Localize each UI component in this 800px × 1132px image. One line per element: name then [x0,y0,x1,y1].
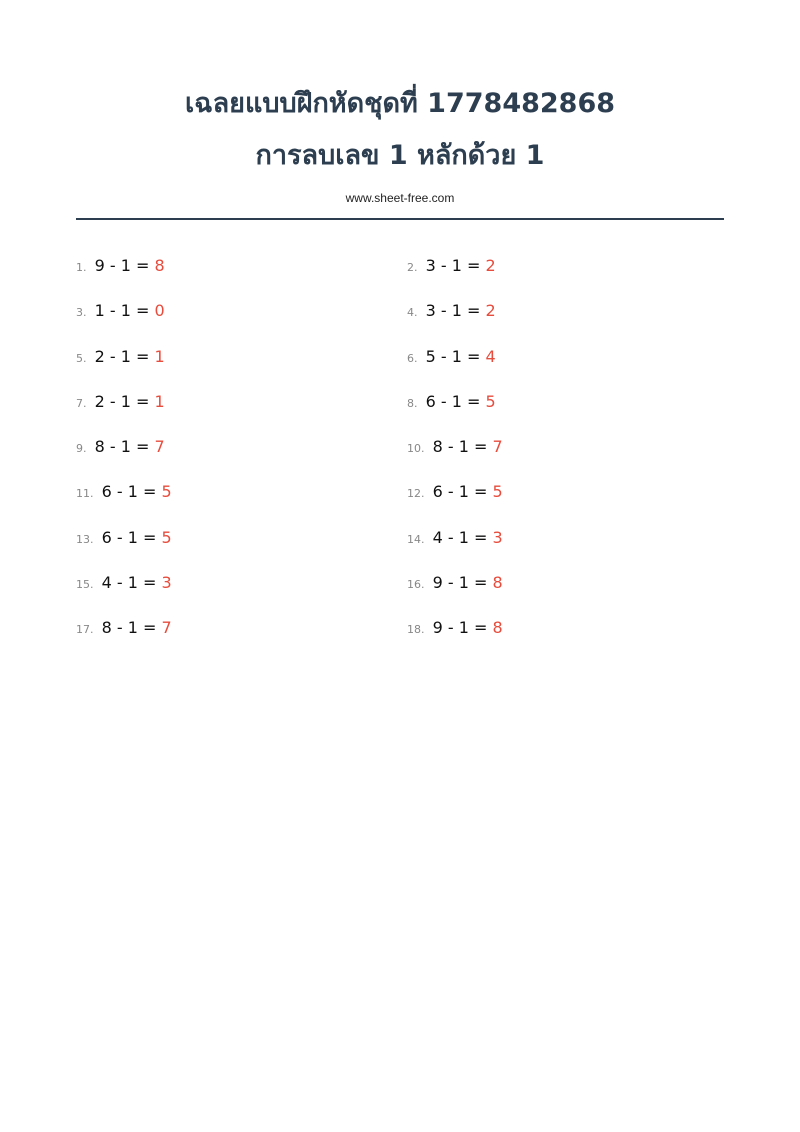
problem-expression: 5 - 1 = [425,346,481,366]
problem-number: 2. [407,261,418,274]
problem-answer: 8 [492,572,503,592]
problem-item [76,256,165,275]
problem-number: 12. [407,487,425,501]
problem-number: 6. [407,351,418,365]
problem-item [407,256,496,275]
problem-row [76,291,724,336]
problem-expression: 4 - 1 = [101,572,157,592]
problem-expression: 9 - 1 = [432,618,488,637]
problem-item [76,482,172,501]
problem-row [76,472,724,517]
problem-expression: 6 - 1 = [432,482,488,502]
problem-number: 5. [76,351,87,365]
problem-expression: 6 - 1 = [425,391,481,411]
problem-expression: 9 - 1 = [432,572,488,592]
problem-expression: 8 - 1 = [432,437,488,456]
problem-number: 11. [76,487,94,501]
problem-number: 8. [407,396,418,410]
problem-answer: 1 [154,391,165,411]
problem-item [407,347,496,366]
problem-list [76,246,724,653]
problem-item [407,437,503,456]
problem-item [407,301,496,320]
problem-row [76,518,724,563]
problem-answer: 7 [161,618,172,637]
problem-answer: 0 [154,301,165,321]
problem-item [407,528,503,547]
problem-expression: 9 - 1 = [94,256,150,275]
problem-answer: 5 [161,482,172,502]
problem-expression: 8 - 1 = [94,437,150,456]
problem-item [76,573,172,592]
problem-expression: 2 - 1 = [94,346,150,366]
problem-answer: 8 [492,618,503,637]
problem-number: 10. [407,442,425,455]
problem-row [76,337,724,382]
problem-expression: 1 - 1 = [94,301,150,321]
problem-item [76,528,172,547]
problem-number: 4. [407,306,418,320]
problem-row [76,563,724,608]
problem-answer: 1 [154,346,165,366]
problem-expression: 6 - 1 = [101,527,157,547]
problem-item [407,482,503,501]
problem-item [76,618,172,637]
problem-answer: 4 [485,346,496,366]
problem-answer: 5 [161,527,172,547]
problem-item [407,392,496,411]
problem-expression: 6 - 1 = [101,482,157,502]
problem-row [76,608,724,653]
problem-number: 13. [76,532,94,546]
problem-expression: 3 - 1 = [425,301,481,321]
problem-number: 1. [76,261,87,274]
problem-answer: 2 [485,301,496,321]
problem-answer: 8 [154,256,165,275]
problem-answer: 5 [485,391,496,411]
problem-number: 18. [407,623,425,636]
problem-number: 14. [407,532,425,546]
problem-item [76,392,165,411]
problem-number: 16. [407,577,425,591]
header-divider [76,218,724,220]
problem-answer: 3 [492,527,503,547]
problem-answer: 3 [161,572,172,592]
problem-number: 7. [76,396,87,410]
problem-answer: 7 [492,437,503,456]
problem-row [76,427,724,472]
page-subtitle: การลบเลข 1 หลักด้วย 1 [255,140,545,171]
problem-expression: 3 - 1 = [425,256,481,275]
problem-answer: 2 [485,256,496,275]
problem-item [407,573,503,592]
problem-number: 3. [76,306,87,320]
problem-row [76,246,724,291]
page-title: เฉลยแบบฝึกหัดชุดที่ 1778482868 [184,88,616,119]
problem-number: 9. [76,442,87,455]
problem-item [76,347,165,366]
problem-item [76,437,165,456]
site-url: www.sheet-free.com [345,191,455,205]
problem-expression: 2 - 1 = [94,391,150,411]
problem-answer: 5 [492,482,503,502]
problem-expression: 4 - 1 = [432,527,488,547]
problem-number: 15. [76,577,94,591]
problem-row [76,382,724,427]
worksheet-header [0,84,800,205]
problem-expression: 8 - 1 = [101,618,157,637]
problem-item [407,618,503,637]
problem-item [76,301,165,320]
problem-answer: 7 [154,437,165,456]
problem-number: 17. [76,623,94,636]
